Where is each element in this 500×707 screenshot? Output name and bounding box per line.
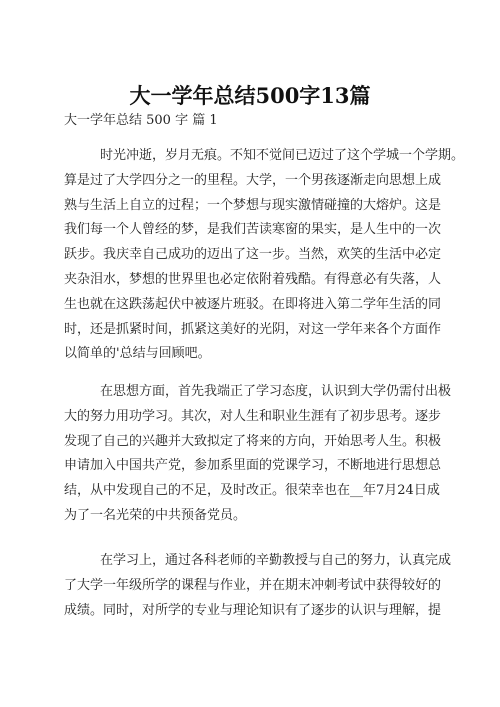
- text-line: 我们每一个人曾经的梦，是我们苦读寒窗的果实，是人生中的一次: [64, 222, 442, 238]
- text-line: 跃步。我庆幸自己成功的迈出了这一步。当然，欢笑的生活中必定: [64, 247, 442, 263]
- text-line: 生也就在这跌荡起伏中被逐片班驳。在即将进入第二学年生活的同: [64, 296, 442, 312]
- text-line: 在思想方面，首先我端正了学习态度，认识到大学仍需付出极: [100, 384, 452, 399]
- paragraph-2: [64, 380, 452, 529]
- section-heading: 大一学年总结 500 字 篇 1: [64, 113, 218, 128]
- text-line: 在学习上，通过各科老师的辛勤教授与自己的努力，认真完成: [100, 553, 452, 568]
- document-title: 大一学年总结500字13篇: [129, 83, 371, 108]
- text-line: 申请加入中国共产党，参加系里面的党课学习，不断地进行思想总: [64, 458, 442, 474]
- text-line: 结，从中发现自己的不足，及时改正。很荣幸也在__年7月24日成: [64, 483, 440, 499]
- text-line: 以简单的'总结与回顾吧。: [64, 346, 211, 362]
- text-line: 夹杂泪水，梦想的世界里也必定依附着残酷。有得意必有失落，人: [64, 271, 442, 287]
- paragraph-1: [64, 144, 465, 367]
- paragraph-3: [64, 549, 452, 623]
- text-line: 时，还是抓紧时间，抓紧这美好的光阴，对这一学年来各个方面作: [64, 321, 442, 337]
- text-line: 熟与生活上自立的过程；一个梦想与现实激情碰撞的大熔炉。这是: [64, 197, 442, 213]
- text-line: 大的努力用功学习。其次，对人生和职业生涯有了初步思考。逐步: [64, 408, 442, 424]
- text-line: 了大学一年级所学的课程与作业，并在期末冲刺考试中获得较好的: [64, 577, 442, 593]
- text-line: 时光冲逝，岁月无痕。不知不觉间已迈过了这个学城一个学期。: [100, 148, 465, 163]
- text-line: 算是过了大学四分之一的里程。大学，一个男孩逐渐走向思想上成: [64, 172, 442, 188]
- text-line: 成绩。同时，对所学的专业与理论知识有了逐步的认识与理解，提: [64, 602, 442, 618]
- text-line: 为了一名光荣的中共预备党员。: [64, 507, 247, 523]
- text-line: 发现了自己的兴趣并大致拟定了将来的方向，开始思考人生。积极: [64, 433, 442, 449]
